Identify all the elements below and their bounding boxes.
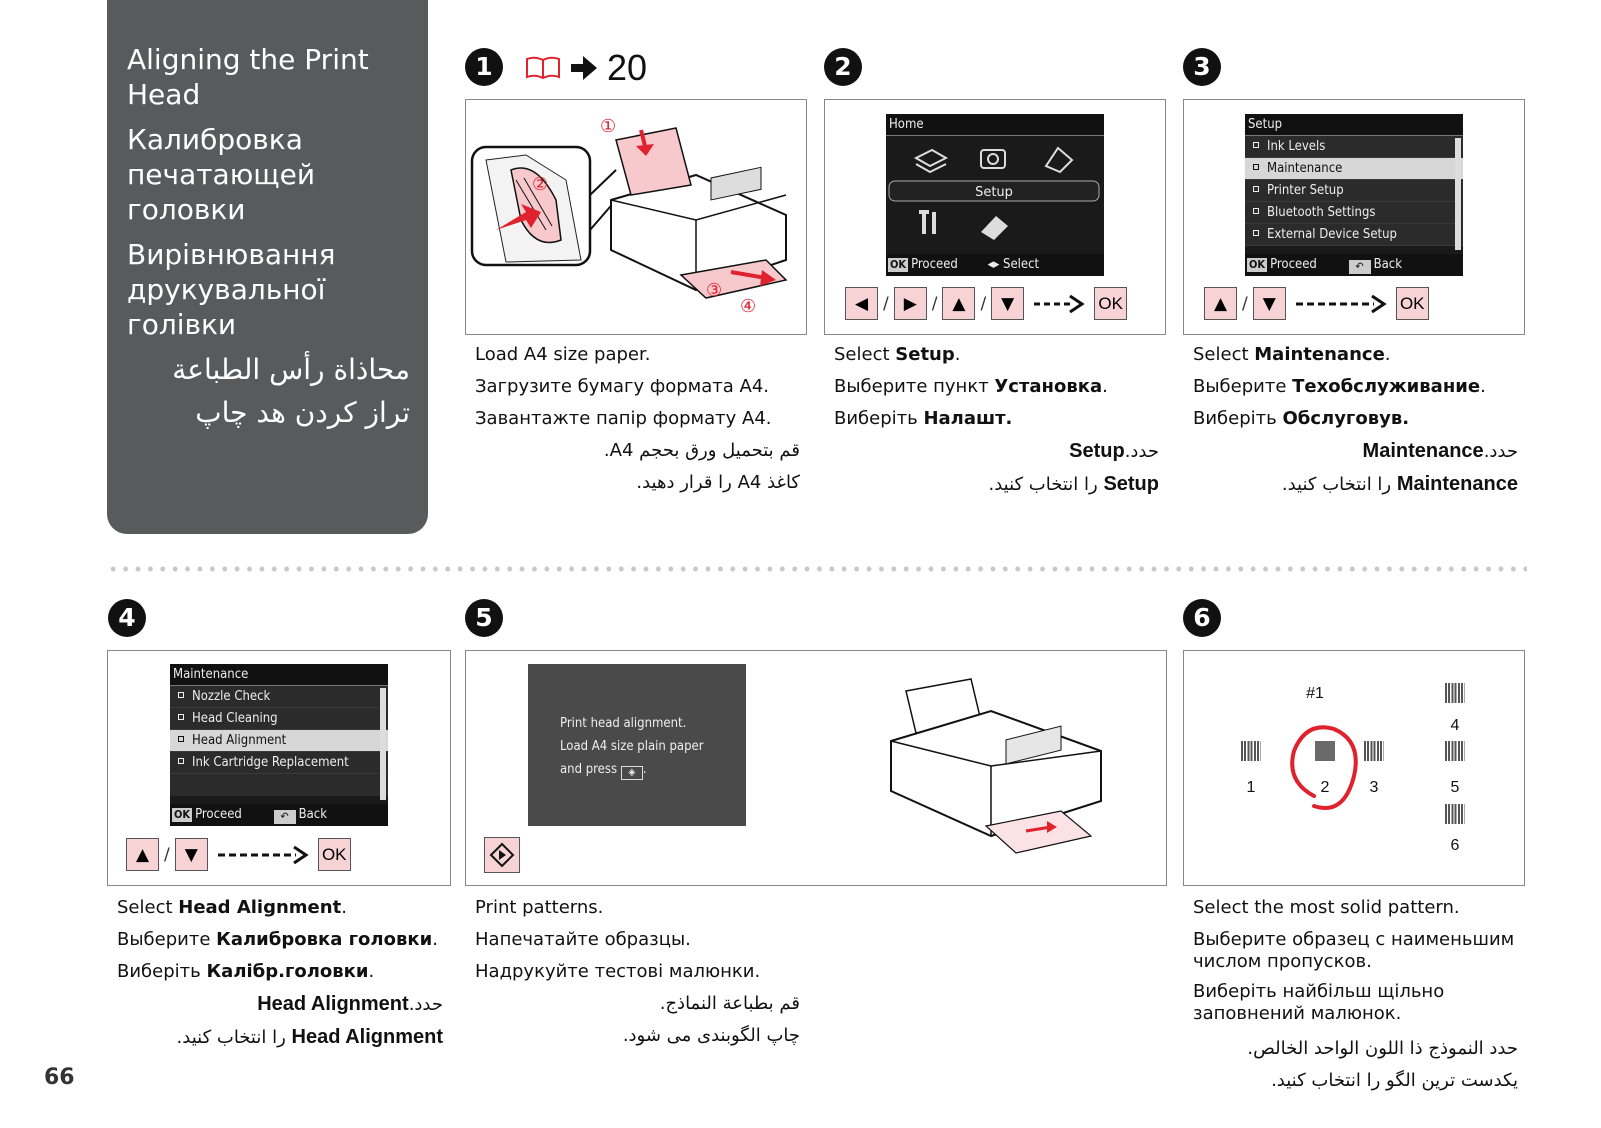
step4-keys: ▲ / ▼ OK	[126, 838, 351, 871]
dashed-arrow-icon	[1032, 294, 1086, 314]
lcd-maintenance-screen	[170, 664, 388, 826]
step2-caption-fa: Setup را انتخاب کنید.	[988, 473, 1159, 495]
step4-caption-fa: Head Alignment را انتخاب کنید.	[176, 1026, 443, 1048]
lcd-select-label: Select	[1003, 257, 1040, 272]
lcd-header: Maintenance	[170, 664, 388, 686]
lcd-item-head-alignment[interactable]: Head Alignment	[170, 730, 388, 752]
lcd-scrollbar[interactable]	[380, 688, 386, 800]
lcd-back-label: Back	[1373, 257, 1402, 272]
step1-caption-ru: Загрузите бумагу формата A4.	[475, 376, 770, 397]
pattern-1[interactable]	[1241, 741, 1261, 761]
left-key[interactable]: ◀	[845, 287, 878, 320]
lcd-item-printer-setup[interactable]: Printer Setup	[1245, 180, 1463, 202]
step3-caption-fa: Maintenance را انتخاب کنید.	[1281, 473, 1518, 495]
step2-caption-en: Select Setup.	[834, 344, 961, 365]
ok-key[interactable]: OK	[318, 838, 351, 871]
printer-load-paper-illustration	[466, 100, 805, 333]
step3-caption-ru: Выберите Техобслуживание.	[1193, 376, 1486, 397]
step6-caption	[1193, 892, 1518, 1097]
start-diamond-icon	[489, 842, 515, 868]
lcd-proceed-label: Proceed	[195, 807, 242, 822]
step4-illustration	[107, 650, 451, 886]
step4-caption-uk: Виберіть Калібр.головки.	[117, 961, 375, 982]
step-number-4: 4	[108, 599, 146, 637]
lcd-item-external-device-setup[interactable]: External Device Setup	[1245, 224, 1463, 246]
pattern-number-5: 5	[1450, 779, 1460, 796]
page-number: 66	[44, 1065, 75, 1090]
step6-illustration	[1183, 650, 1525, 886]
lcd-print-head-alignment-screen	[528, 664, 746, 826]
lcd-back-label: Back	[298, 807, 327, 822]
step5-caption-fa: چاپ الگوبندی می شود.	[622, 1025, 800, 1046]
step5-caption-en: Print patterns.	[475, 897, 604, 918]
step1-illustration	[465, 99, 807, 335]
printer-printing-illustration	[881, 671, 1131, 861]
step-number-1: 1	[465, 48, 503, 86]
start-key[interactable]	[484, 837, 520, 873]
lcd-item-ink-cartridge-replacement[interactable]: Ink Cartridge Replacement	[170, 752, 388, 774]
step5-caption-ru: Напечатайте образцы.	[475, 929, 691, 950]
scan-icon	[1046, 148, 1072, 172]
back-icon: ↶	[1349, 260, 1371, 274]
dotted-separator	[107, 566, 1527, 572]
title-ru: Калибровка печатающей головки	[127, 123, 316, 226]
step1-caption-fa: کاغذ A4 را قرار دهید.	[636, 472, 800, 493]
lcd-scrollbar[interactable]	[1455, 138, 1461, 250]
title-ar: محاذاة رأس الطباعة	[172, 353, 410, 386]
step2-illustration	[824, 99, 1166, 335]
ok-badge: OK	[1249, 258, 1266, 271]
step2-caption-ru: Выберите пункт Установка.	[834, 376, 1108, 397]
step1-caption-en: Load A4 size paper.	[475, 344, 651, 365]
lcd-home-screen	[886, 114, 1104, 276]
lcd-home-icons	[886, 136, 1104, 254]
lcd-item-nozzle-check[interactable]: Nozzle Check	[170, 686, 388, 708]
ok-badge: OK	[890, 258, 907, 271]
pattern-number-2: 2	[1320, 779, 1330, 796]
title-en: Aligning the Print Head	[127, 43, 369, 111]
step-number-6: 6	[1183, 599, 1221, 637]
lcd-header: Setup	[1245, 114, 1463, 136]
lcd-line-1: Print head alignment.	[560, 716, 687, 731]
step6-caption-uk: Виберіть найбільш щільно заповнений малюнок.	[1193, 981, 1445, 1024]
callout-3: ③	[706, 280, 723, 301]
step3-illustration	[1183, 99, 1525, 335]
step3-caption-ar: حدد.Maintenance	[1362, 440, 1518, 462]
back-icon: ↶	[274, 810, 296, 824]
pattern-label: #1	[1306, 685, 1324, 702]
lcd-footer	[1245, 254, 1463, 276]
lcd-item-head-cleaning[interactable]: Head Cleaning	[170, 708, 388, 730]
lcd-proceed-label: Proceed	[1270, 257, 1317, 272]
ok-key[interactable]: OK	[1396, 287, 1429, 320]
reference-page-number: 20	[607, 47, 648, 88]
callout-2: ②	[532, 174, 549, 195]
step5-caption	[475, 892, 800, 1052]
title-uk: Вирівнювання друкувальної голівки	[127, 238, 336, 341]
pattern-number-4: 4	[1450, 717, 1460, 734]
book-icon	[525, 56, 561, 80]
lcd-proceed-label: Proceed	[911, 257, 958, 272]
pattern-number-3: 3	[1369, 779, 1379, 796]
up-key[interactable]: ▲	[1204, 287, 1237, 320]
step1-caption-uk: Завантажте папір формату A4.	[475, 408, 772, 429]
dashed-arrow-icon	[1294, 294, 1388, 314]
pattern-number-6: 6	[1450, 837, 1460, 854]
step2-keys: ◀ / ▶ / ▲ / ▼ OK	[845, 287, 1127, 320]
step4-caption	[117, 892, 443, 1054]
copy-icon	[916, 150, 946, 166]
tools-icon	[922, 212, 926, 234]
pattern-number-1: 1	[1246, 779, 1256, 796]
arrow-right-icon	[569, 54, 599, 82]
lcd-line-2: Load A4 size plain paper	[560, 739, 704, 754]
step6-caption-fa: یکدست ترین الگو را انتخاب کنید.	[1271, 1070, 1518, 1091]
callout-1: ①	[600, 116, 617, 137]
ok-badge: OK	[174, 808, 191, 821]
step4-caption-ar: حدد.Head Alignment	[257, 993, 443, 1015]
pattern-4[interactable]	[1445, 683, 1465, 703]
title-fa: تراز کردن هد چاپ	[195, 396, 410, 429]
page-reference	[525, 46, 647, 90]
up-key[interactable]: ▲	[942, 287, 975, 320]
step3-keys: ▲ / ▼ OK	[1204, 287, 1429, 320]
right-key[interactable]: ▶	[894, 287, 927, 320]
select-arrows-icon: ◂▸	[987, 257, 1000, 272]
lcd-item-maintenance[interactable]: Maintenance	[1245, 158, 1463, 180]
step1-caption	[475, 339, 800, 499]
step5-illustration	[465, 650, 1167, 886]
lcd-setup-screen	[1245, 114, 1463, 276]
step3-caption	[1193, 339, 1518, 501]
step-number-5: 5	[465, 599, 503, 637]
step4-caption-en: Select Head Alignment.	[117, 897, 347, 918]
step6-caption-ar: حدد النموذج ذا اللون الواحد الخالص.	[1247, 1038, 1518, 1059]
lcd-line-3: and press ◈ .	[560, 762, 647, 778]
down-key[interactable]: ▼	[1253, 287, 1286, 320]
dashed-arrow-icon	[216, 845, 310, 865]
lcd-item-bluetooth-settings[interactable]: Bluetooth Settings	[1245, 202, 1463, 224]
step2-caption	[834, 339, 1159, 501]
start-icon: ◈	[621, 766, 643, 780]
down-key[interactable]: ▼	[175, 838, 208, 871]
step-number-3: 3	[1183, 48, 1221, 86]
selection-circle-mark	[1284, 721, 1374, 821]
maintenance-icon	[981, 216, 1008, 240]
step2-caption-ar: حدد.Setup	[1069, 440, 1159, 462]
lcd-footer	[886, 254, 1104, 276]
down-key[interactable]: ▼	[991, 287, 1024, 320]
callout-4: ④	[740, 296, 757, 317]
step-number-2: 2	[824, 48, 862, 86]
step6-caption-ru: Выберите образец с наименьшим числом пропусков.	[1193, 929, 1515, 972]
step3-caption-uk: Виберіть Обслуговув.	[1193, 408, 1410, 429]
step3-caption-en: Select Maintenance.	[1193, 344, 1391, 365]
step2-caption-uk: Виберіть Налашт.	[834, 408, 1013, 429]
step6-caption-en: Select the most solid pattern.	[1193, 897, 1460, 918]
photo-icon	[981, 150, 1005, 168]
lcd-header: Home	[886, 114, 1104, 136]
title-panel	[107, 0, 428, 534]
up-key[interactable]: ▲	[126, 838, 159, 871]
pattern-5[interactable]	[1445, 741, 1465, 761]
step5-caption-ar: قم بطباعة النماذج.	[659, 993, 800, 1014]
pattern-6[interactable]	[1445, 804, 1465, 824]
lcd-item-ink-levels[interactable]: Ink Levels	[1245, 136, 1463, 158]
lcd-footer	[170, 804, 388, 826]
step5-caption-uk: Надрукуйте тестові малюнки.	[475, 961, 761, 982]
step4-caption-ru: Выберите Калибровка головки.	[117, 929, 438, 950]
ok-key[interactable]: OK	[1094, 287, 1127, 320]
step1-caption-ar: قم بتحميل ورق بحجم A4.	[603, 440, 800, 461]
lcd-selected-label: Setup	[975, 185, 1013, 200]
